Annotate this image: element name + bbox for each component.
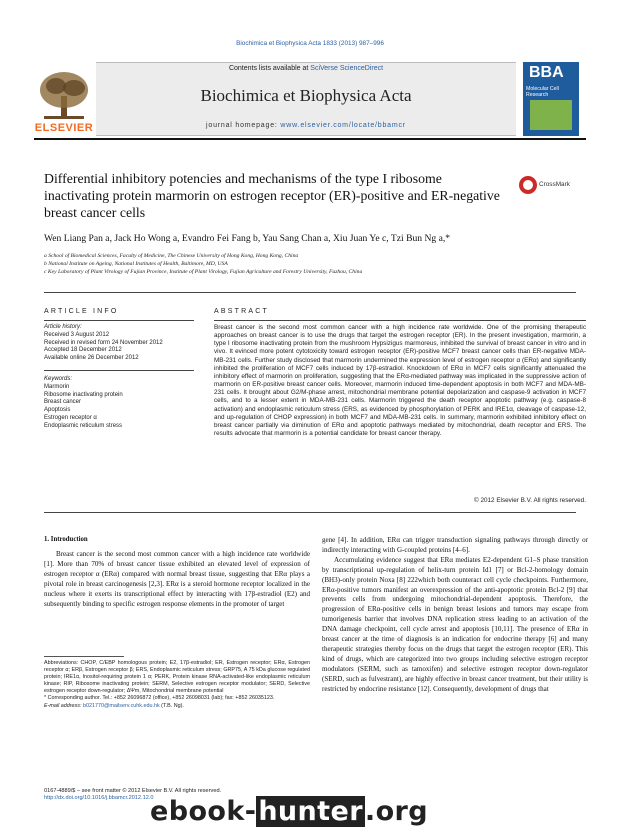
contents-prefix: Contents lists available at bbox=[228, 65, 311, 72]
history-accepted: Accepted 18 December 2012 bbox=[44, 347, 122, 354]
history-received: Received 3 August 2012 bbox=[44, 331, 110, 338]
history-online: Available online 26 December 2012 bbox=[44, 355, 139, 362]
keyword-list bbox=[44, 376, 194, 431]
intro-paragraph-1-continued: gene [4]. In addition, ERα can trigger transduction signaling pathways through directly or indirectly interacting with G-coupled proteins [4–6]. bbox=[322, 536, 588, 554]
cover-image bbox=[530, 100, 572, 130]
corresponding-author-footnote: * Corresponding author. Tel.: +852 26096872 (office), +852 26098031 (lab); fax: +852 26035123. bbox=[44, 695, 275, 702]
affiliation-rule bbox=[44, 292, 576, 293]
body-left-column bbox=[44, 550, 310, 609]
history-revised: Received in revised form 24 November 2012 bbox=[44, 339, 163, 346]
footnotes bbox=[44, 660, 310, 710]
intro-paragraph-2: Accumulating evidence suggest that ERα mediates E2-dependent G1–S phase transition by transcriptional up-regulation of helix-turn protein Id1 [7] or Bcl-2-homology domain (BH3)-only protein Noxa [8] 222which both counteract cell cycle checkpoints. Furthermore, ERα-positive tumors manifest an overexpression of the anti-apoptotic protein Bcl-2 [9] that prevents cells from undergoing mitochondrial-dependent apoptosis. Therefore, the progression of ERα-positive cells in benign breast lesions and tumors may escape from tumorigenesis barrier that involves DNA replication stress leading to an activation of the DNA damage checkpoint, cell cycle arrest and apoptosis [10,11]. The presence of ERα in breast cancer at the time of diagnosis is an indication for endocrine therapy [6] and many therapeutic strategies thereby focus on the drugs that target the estrogen receptor (ER). This kind of drugs, which are categorized into two groups including selective estrogen receptor modulators (SERM, such as tamoxifen) and selective estrogen receptor down-regulator (SERD, such as fulvestrant), are highly effective in breast cancer treatment, but their utility is restricted by endocrine resistance [12]. Consequently, development of drugs that bbox=[322, 555, 588, 693]
journal-title: Biochimica et Biophysica Acta bbox=[200, 86, 412, 105]
keyword-item: Breast cancer bbox=[44, 399, 82, 406]
keyword-item: Endoplasmic reticulum stress bbox=[44, 422, 123, 429]
article-title: Differential inhibitory potencies and mechanisms of the type I ribosome inactivating protein marmorin on estrogen receptor (ER)-positive and ER-negative breast cancer cells bbox=[44, 171, 500, 220]
article-info-heading: ARTICLE INFO bbox=[44, 308, 119, 315]
journal-reference[interactable]: Biochimica et Biophysica Acta 1833 (2013) 987–996 bbox=[236, 40, 384, 47]
article-history bbox=[44, 324, 194, 363]
abstract-copyright: © 2012 Elsevier B.V. All rights reserved. bbox=[474, 497, 586, 504]
abstract-bottom-rule bbox=[44, 512, 576, 513]
sciencedirect-link[interactable]: SciVerse ScienceDirect bbox=[310, 65, 384, 72]
keyword-item: Estrogen receptor α bbox=[44, 414, 97, 421]
issn-line: 0167-4889/$ – see front matter © 2012 Elsevier B.V. All rights reserved. bbox=[44, 788, 222, 794]
email-suffix: (T.B. Ng). bbox=[159, 702, 184, 709]
history-label: Article history: bbox=[44, 324, 82, 330]
homepage-prefix: journal homepage: bbox=[206, 122, 281, 129]
body-right-column bbox=[322, 536, 588, 695]
article-info-rule bbox=[44, 320, 194, 321]
header-rule bbox=[34, 138, 586, 140]
keywords-label: Keywords: bbox=[44, 376, 73, 382]
history-rule bbox=[44, 370, 194, 371]
email-label: E-mail address: bbox=[44, 702, 83, 709]
watermark-part-3: .org bbox=[364, 796, 428, 827]
contents-line bbox=[96, 65, 516, 72]
abstract-text: Breast cancer is the second most common cancer with a high incidence rate worldwide. One of the promising therapeutic approaches on breast cancer is to use the drugs that target the estrogen receptor (ER). In the present investigation, marmorin, a type I ribosome inactivating protein from the mushroom Hypsizigus marmoreus, inhibited the survival of breast cancer in vitro and in vivo. It evinced more potent cytotoxicity toward estrogen receptor (ER)-positive MCF7 breast cancer cells than ER-negative MDA-MB-231 cells. Further study disclosed that marmorin undermined the expression level of estrogen receptor α (ERα) and significantly inhibited the proliferation of MCF7 cells induced by 17β-estradiol. Knockdown of ERα in MCF7 cells significantly attenuated the inhibitory effect of marmorin on proliferation, suggesting that the ERα-mediated pathway was implicated in the suppressive action of marmorin on ER-positive breast cancer cells. Moreover, marmorin induced time-dependent apoptosis in both MCF7 and MDA-MB-231 cells. It brought about G2/M-phase arrest, mitochondrial membrane potential depolarization and caspase-9 activation in MCF7 cells, and to a lesser extent in MDA-MB-231 cells. Marmorin triggered the death receptor apoptotic pathway (e.g. caspase-8 activation) and endoplasmic reticulum stress (ERS, as evidenced by phosphorylation of PERK and IRE1α, cleavage of caspase-12, and up-regulation of CHOP expression) in both MCF7 and MDA-MB-231 cells. In summary, marmorin exhibited inhibitory effect on breast cancer partially via diminution of ERα and apoptotic pathways mediated by mitochondrial, death receptor and ERS. The results advocate that marmorin is a potential candidate for breast cancer therapy. bbox=[214, 324, 586, 438]
watermark-part-2: hunter bbox=[258, 796, 363, 827]
cover-title: BBA bbox=[529, 64, 564, 81]
doi-link[interactable]: http://dx.doi.org/10.1016/j.bbamcr.2012.12.0 bbox=[44, 795, 154, 802]
cover-subtitle: Molecular Cell Research bbox=[526, 86, 559, 98]
introduction-heading: 1. Introduction bbox=[44, 536, 88, 543]
footnote-rule bbox=[44, 656, 124, 657]
abstract-heading: ABSTRACT bbox=[214, 308, 269, 315]
email-footnote bbox=[44, 703, 310, 710]
watermark bbox=[150, 796, 428, 827]
abstract-rule bbox=[214, 320, 586, 321]
homepage-link[interactable]: www.elsevier.com/locate/bbamcr bbox=[280, 122, 406, 129]
email-link[interactable]: b021770@mailserv.cuhk.edu.hk bbox=[82, 702, 160, 709]
watermark-part-1: ebook- bbox=[150, 796, 257, 827]
crossmark-icon-inner bbox=[523, 180, 533, 190]
journal-homepage bbox=[96, 122, 516, 129]
intro-paragraph-1: Breast cancer is the second most common cancer with a high incidence rate worldwide [1]. More than 70% of breast cancer tissue exhibited an elevated level of expression of estrogen receptor α (ERα) compared with normal breast tissue, suggesting that ERα plays a pivotal role in breast carcinogenesis [2,3]. ERα is a steroid hormone receptor localized in the nucleus where it exerts its transcriptional effect by interacting with 17β-estradiol (E2) and subsequently binding to specific estrogen response elements in the promoter of target bbox=[44, 550, 310, 608]
keyword-item: Ribosome inactivating protein bbox=[44, 391, 123, 398]
keyword-item: Marmorin bbox=[44, 383, 70, 390]
elsevier-wordmark: ELSEVIER bbox=[34, 122, 94, 134]
author-list: Wen Liang Pan a, Jack Ho Wong a, Evandro Fei Fang b, Yau Sang Chan a, Xiu Juan Ye c, Tzi Bun Ng a,* bbox=[44, 233, 451, 244]
crossmark-label[interactable]: CrossMark bbox=[539, 181, 570, 188]
affiliation-a: a School of Biomedical Sciences, Faculty of Medicine, The Chinese University of Hong Kong, Hong Kong, China bbox=[44, 253, 299, 259]
affiliation-b: b National Institute on Ageing, National Institutes of Health, Baltimore, MD, USA bbox=[44, 261, 228, 267]
abbreviations-footnote: Abbreviations: CHOP, C/EBP homologous protein; E2, 17β-estradiol; ER, Estrogen receptor; ERα, Estrogen receptor α; ERβ, Estrogen receptor β; ERS, Endoplasmic reticulum stress; GRP75, A 75 kDa glucose regulated protein; IRE1α, Inositol-requiring protein 1 α; PERK, Protein kinase RNA-activated-like endoplasmic reticulum kinase; RIP, Ribosome inactivating protein; SERM, Selective estrogen receptor modulator; SERD, Selective estrogen receptor down-regulator; ΔΨm, Mitochondrial membrane potential bbox=[44, 660, 310, 695]
keyword-item: Apoptosis bbox=[44, 407, 71, 414]
affiliation-c: c Key Laboratory of Plant Virology of Fujian Province, Institute of Plant Virology, Fujian Agriculture and Forestry University, Fuzhou, China bbox=[44, 269, 363, 275]
